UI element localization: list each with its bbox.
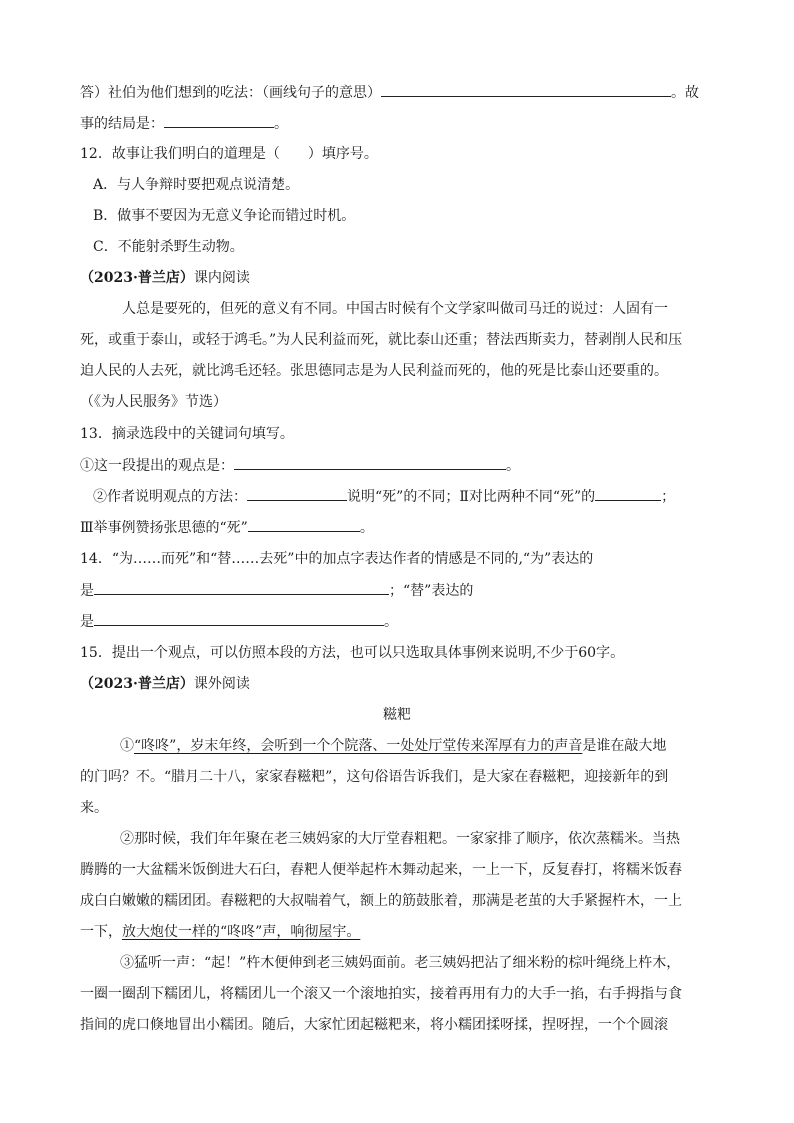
question-13-part-2 xyxy=(93,486,675,507)
question-12: 12．故事让我们明白的道理是（ ）填序号。 xyxy=(80,146,378,162)
source-type: 课外阅读 xyxy=(193,676,250,692)
question-13: 13．摘录选段中的关键词句填写。 xyxy=(80,426,294,442)
answer-blank[interactable] xyxy=(595,486,661,501)
article-line: ②那时候，我们年年聚在老三姨妈家的大厅堂舂粗粑。一家家排了顺序，依次蒸糯米。当热 xyxy=(120,831,680,847)
question-13-part-3 xyxy=(80,517,374,538)
paragraph-number: ① xyxy=(120,738,134,754)
answer-blank[interactable] xyxy=(248,517,360,532)
text: 说明“死”的不同；Ⅱ对比两种不同“死”的 xyxy=(347,489,596,505)
text: 。 xyxy=(274,116,288,132)
text: 。故 xyxy=(671,85,699,101)
article-line: 一圈一圈刮下糯团儿，将糯团儿一个滚又一个滚地拍实，接着再用有力的大手一掐，右手拇指与食 xyxy=(80,986,682,1002)
text: 。 xyxy=(384,614,398,630)
passage-source: （《为人民服务》节选） xyxy=(80,394,227,410)
article-line: 腾腾的一大盆糯米饭倒进大石臼，舂粑人便举起杵木舞动起来，一上一下，反复舂打，将糯米饭舂 xyxy=(80,862,682,878)
option-b: B．做事不要因为无意义争论而错过时机。 xyxy=(93,208,356,224)
text: Ⅲ举事例赞扬张思德的“死” xyxy=(80,520,248,536)
text: ；“替”表达的 xyxy=(389,583,474,599)
text: 一下， xyxy=(80,924,122,940)
article-title: 糍粑 xyxy=(383,707,411,723)
answer-blank[interactable] xyxy=(94,580,389,595)
option-c: C．不能射杀野生动物。 xyxy=(93,239,244,255)
text: ①这一段提出的观点是： xyxy=(80,458,234,474)
text: 。 xyxy=(359,520,374,536)
source-year: （2023·普兰店） xyxy=(80,270,194,286)
text: ； xyxy=(661,489,676,505)
question-14-answer-2 xyxy=(80,611,398,632)
article-line xyxy=(80,922,360,942)
article-line xyxy=(120,736,666,756)
source-type: 课内阅读 xyxy=(193,270,250,286)
answer-blank[interactable] xyxy=(234,455,506,470)
answer-blank[interactable] xyxy=(164,113,274,128)
article-line: 的门吗？不。“腊月二十八，家家舂糍粑”，这句俗语告诉我们，是大家在舂糍粑，迎接新年的到 xyxy=(80,769,669,785)
line-story-ending xyxy=(80,113,288,134)
article-line: ③猛听一声：“起！”杵木便伸到老三姨妈面前。老三姨妈把沾了细米粉的棕叶绳绕上杵木， xyxy=(120,955,681,971)
text: 是 xyxy=(80,614,94,630)
question-15: 15．提出一个观点，可以仿照本段的方法，也可以只选取具体事例来说明,不少于60字。 xyxy=(80,645,625,661)
passage-line: 死，或重于泰山，或轻于鸿毛。”为人民利益而死，就比泰山还重；替法西斯卖力，替剥削人民和压 xyxy=(80,332,683,348)
underlined-sentence: “咚咚”，岁末年终，会听到一个个院落、一处处厅堂传来浑厚有力的声音 xyxy=(134,738,583,754)
question-13-part-1 xyxy=(80,455,520,476)
answer-blank[interactable] xyxy=(94,611,384,626)
option-a: A．与人争辩时要把观点说清楚。 xyxy=(93,177,300,193)
source-label-2 xyxy=(80,674,250,694)
answer-blank[interactable] xyxy=(247,486,347,501)
passage-line: 人总是要死的，但死的意义有不同。中国古时候有个文学家叫做司马迁的说过：人固有一 xyxy=(122,301,668,317)
text: 答）社伯为他们想到的吃法：（画线句子的意思） xyxy=(80,85,381,101)
question-14: 14．“为……而死”和“替……去死”中的加点字表达作者的情感是不同的,“为”表达的 xyxy=(80,551,594,567)
answer-blank[interactable] xyxy=(381,82,671,97)
source-label-1 xyxy=(80,268,250,288)
article-line: 指间的虎口倏地冒出小糯团。随后，大家忙团起糍粑来，将小糯团揉呀揉，捏呀捏，一个个圆滚 xyxy=(80,1017,668,1033)
source-year: （2023·普兰店） xyxy=(80,676,194,692)
text: 。 xyxy=(506,458,520,474)
text: ②作者说明观点的方法： xyxy=(93,489,247,505)
text: 是 xyxy=(80,583,94,599)
text: 事的结局是： xyxy=(80,116,164,132)
question-14-answer-1 xyxy=(80,580,473,601)
article-line: 成白白嫩嫩的糯团团。舂糍粑的大叔喘着气，额上的筋鼓胀着，那满是老茧的大手紧握杵木，一上 xyxy=(80,893,682,909)
passage-line: 迫人民的人去死，就比鸿毛还轻。张思德同志是为人民利益而死的，他的死是比泰山还要重的。 xyxy=(80,363,668,379)
underlined-sentence: 放大炮仗一样的“咚咚”声，响彻屋宇。 xyxy=(122,924,361,940)
article-line: 来。 xyxy=(80,800,108,816)
line-story-answer xyxy=(80,82,699,103)
text: 是谁在敲大地 xyxy=(582,738,667,754)
